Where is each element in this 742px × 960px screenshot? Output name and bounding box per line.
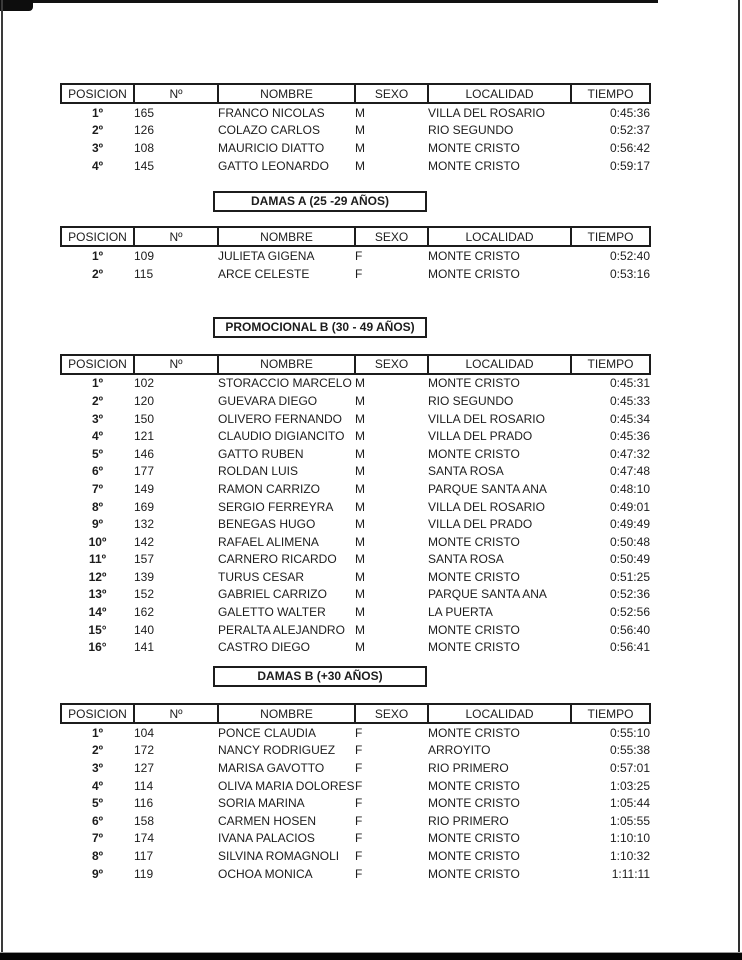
result-row	[61, 568, 650, 586]
sex-cell: M	[355, 411, 365, 426]
column-header-nombre: NOMBRE	[218, 704, 355, 723]
sex-cell: F	[355, 796, 363, 811]
locality-cell: VILLA DEL PRADO	[428, 517, 533, 532]
category-title-box	[213, 191, 427, 212]
time-cell: 0:57:01	[609, 761, 650, 776]
position-cell: 4º	[91, 158, 104, 173]
number-cell: 150	[134, 411, 155, 426]
number-cell: 102	[134, 376, 155, 391]
locality-cell: ARROYITO	[428, 743, 491, 758]
locality-cell: RIO SEGUNDO	[428, 393, 514, 408]
sex-cell: F	[355, 761, 363, 776]
result-row	[61, 103, 650, 122]
time-cell: 0:49:01	[609, 499, 650, 514]
result-row	[61, 742, 650, 760]
sex-cell: F	[355, 866, 363, 881]
result-row	[61, 723, 650, 742]
position-cell: 2º	[91, 393, 104, 408]
name-cell: FRANCO NICOLAS	[218, 105, 325, 120]
number-cell: 114	[134, 778, 154, 793]
category-title-box	[213, 317, 427, 338]
result-row	[61, 533, 650, 551]
column-header-posicion: POSICION	[61, 84, 134, 103]
number-cell: 162	[134, 605, 155, 620]
locality-cell: MONTE CRISTO	[428, 534, 520, 549]
position-cell: 3º	[91, 411, 104, 426]
position-cell: 9º	[91, 517, 104, 532]
name-cell: GABRIEL CARRIZO	[218, 587, 327, 602]
position-cell: 2º	[91, 266, 104, 281]
position-cell: 10º	[88, 534, 107, 549]
table-header-row	[61, 84, 650, 103]
results-table	[60, 226, 651, 282]
locality-cell: LA PUERTA	[428, 605, 493, 620]
time-cell: 1:03:25	[609, 778, 650, 793]
time-cell: 0:53:16	[609, 266, 650, 281]
result-row	[61, 812, 650, 830]
results-table	[60, 83, 651, 174]
category-title-box	[213, 666, 427, 687]
sex-cell: M	[355, 446, 365, 461]
result-row	[61, 551, 650, 569]
locality-cell: MONTE CRISTO	[428, 866, 520, 881]
column-header-nombre: NOMBRE	[218, 355, 355, 374]
locality-cell: MONTE CRISTO	[428, 831, 520, 846]
time-cell: 0:59:17	[609, 158, 650, 173]
locality-cell: MONTE CRISTO	[428, 376, 520, 391]
number-cell: 139	[134, 569, 155, 584]
scan-border-bottom-bar	[0, 953, 742, 960]
number-cell: 109	[134, 249, 155, 264]
result-row	[61, 621, 650, 639]
time-cell: 1:11:11	[611, 866, 650, 881]
number-cell: 121	[134, 429, 155, 444]
name-cell: RAMON CARRIZO	[218, 481, 320, 496]
position-cell: 1º	[91, 249, 104, 264]
result-row	[61, 157, 650, 175]
result-row	[61, 586, 650, 604]
time-cell: 0:51:25	[609, 569, 650, 584]
number-cell: 177	[134, 464, 155, 479]
locality-cell: PARQUE SANTA ANA	[428, 481, 547, 496]
time-cell: 0:55:10	[609, 725, 650, 740]
table-header-row	[61, 355, 650, 374]
time-cell: 0:47:48	[609, 464, 650, 479]
position-cell: 15°	[88, 622, 107, 637]
number-cell: 169	[134, 499, 155, 514]
column-header-tiempo: TIEMPO	[571, 84, 650, 103]
results-section	[60, 83, 651, 174]
position-cell: 7º	[91, 481, 104, 496]
result-row	[61, 777, 650, 795]
column-header-localidad: LOCALIDAD	[428, 227, 571, 246]
time-cell: 0:52:36	[609, 587, 650, 602]
name-cell: GATTO LEONARDO	[218, 158, 329, 173]
time-cell: 1:05:44	[609, 796, 650, 811]
column-header-sexo: SEXO	[355, 355, 428, 374]
result-row	[61, 498, 650, 516]
result-row	[61, 830, 650, 848]
name-cell: MARISA GAVOTTO	[218, 761, 325, 776]
number-cell: 108	[134, 140, 155, 155]
name-cell: CARMEN HOSEN	[218, 813, 317, 828]
sex-cell: M	[355, 534, 365, 549]
position-cell: 8º	[91, 849, 104, 864]
name-cell: PERALTA ALEJANDRO	[218, 622, 345, 637]
sex-cell: F	[355, 813, 363, 828]
number-cell: 157	[134, 552, 155, 567]
locality-cell: MONTE CRISTO	[428, 725, 520, 740]
name-cell: PONCE CLAUDIA	[218, 725, 317, 740]
time-cell: 0:56:41	[609, 640, 650, 655]
time-cell: 0:52:37	[609, 123, 650, 138]
number-cell: 117	[134, 849, 154, 864]
name-cell: CARNERO RICARDO	[218, 552, 337, 567]
locality-cell: SANTA ROSA	[428, 464, 504, 479]
position-cell: 2º	[91, 743, 104, 758]
results-table	[60, 703, 651, 882]
locality-cell: MONTE CRISTO	[428, 796, 520, 811]
time-cell: 1:10:10	[609, 831, 650, 846]
position-cell: 5º	[91, 796, 104, 811]
locality-cell: VILLA DEL ROSARIO	[428, 105, 545, 120]
position-cell: 14º	[88, 605, 107, 620]
result-row	[61, 759, 650, 777]
locality-cell: MONTE CRISTO	[428, 446, 520, 461]
name-cell: OLIVA MARIA DOLORES	[218, 778, 355, 793]
table-header-row	[61, 227, 650, 246]
number-cell: 104	[134, 725, 155, 740]
name-cell: GALETTO WALTER	[218, 605, 326, 620]
name-cell: RAFAEL ALIMENA	[218, 534, 319, 549]
number-cell: 152	[134, 587, 155, 602]
column-header-numero: Nº	[134, 84, 218, 103]
sex-cell: F	[355, 849, 363, 864]
result-row	[61, 139, 650, 157]
time-cell: 0:45:36	[609, 429, 650, 444]
time-cell: 0:49:49	[609, 517, 650, 532]
sex-cell: F	[355, 778, 363, 793]
position-cell: 16°	[88, 640, 107, 655]
number-cell: 116	[134, 796, 154, 811]
results-section	[60, 666, 651, 882]
column-header-tiempo: TIEMPO	[571, 355, 650, 374]
sex-cell: M	[355, 640, 365, 655]
results-table	[60, 354, 651, 657]
number-cell: 126	[134, 123, 155, 138]
result-row	[61, 603, 650, 621]
position-cell: 6º	[91, 464, 104, 479]
sex-cell: M	[355, 552, 365, 567]
scan-border-right	[738, 0, 740, 960]
result-row	[61, 392, 650, 410]
name-cell: JULIETA GIGENA	[218, 249, 315, 264]
name-cell: SORIA MARINA	[218, 796, 305, 811]
locality-cell: VILLA DEL PRADO	[428, 429, 533, 444]
sex-cell: M	[355, 605, 365, 620]
number-cell: 119	[134, 866, 154, 881]
position-cell: 13º	[88, 587, 107, 602]
number-cell: 127	[134, 761, 155, 776]
column-header-posicion: POSICION	[61, 227, 134, 246]
column-header-nombre: NOMBRE	[218, 227, 355, 246]
result-row	[61, 480, 650, 498]
column-header-localidad: LOCALIDAD	[428, 84, 571, 103]
locality-cell: RIO PRIMERO	[428, 761, 509, 776]
sex-cell: M	[355, 123, 365, 138]
time-cell: 0:45:34	[609, 411, 650, 426]
position-cell: 6º	[91, 813, 104, 828]
locality-cell: MONTE CRISTO	[428, 266, 520, 281]
time-cell: 0:50:48	[609, 534, 650, 549]
position-cell: 7º	[91, 831, 104, 846]
locality-cell: VILLA DEL ROSARIO	[428, 411, 545, 426]
position-cell: 1º	[91, 376, 104, 391]
number-cell: 174	[134, 831, 155, 846]
result-row	[61, 265, 650, 283]
position-cell: 8º	[91, 499, 104, 514]
result-row	[61, 794, 650, 812]
sex-cell: M	[355, 464, 365, 479]
sex-cell: M	[355, 481, 365, 496]
number-cell: 172	[134, 743, 155, 758]
column-header-localidad: LOCALIDAD	[428, 355, 571, 374]
sex-cell: M	[355, 517, 365, 532]
name-cell: CLAUDIO DIGIANCITO	[218, 429, 345, 444]
locality-cell: MONTE CRISTO	[428, 778, 520, 793]
position-cell: 3º	[91, 140, 104, 155]
position-cell: 1º	[91, 105, 104, 120]
position-cell: 3º	[91, 761, 104, 776]
column-header-sexo: SEXO	[355, 704, 428, 723]
sex-cell: M	[355, 376, 365, 391]
name-cell: OLIVERO FERNANDO	[218, 411, 343, 426]
locality-cell: PARQUE SANTA ANA	[428, 587, 547, 602]
column-header-numero: Nº	[134, 704, 218, 723]
name-cell: BENEGAS HUGO	[218, 517, 316, 532]
locality-cell: MONTE CRISTO	[428, 158, 520, 173]
sex-cell: M	[355, 393, 365, 408]
time-cell: 1:10:32	[609, 849, 650, 864]
position-cell: 1º	[91, 725, 104, 740]
name-cell: NANCY RODRIGUEZ	[218, 743, 336, 758]
sex-cell: F	[355, 266, 363, 281]
locality-cell: MONTE CRISTO	[428, 622, 520, 637]
table-header-row	[61, 704, 650, 723]
category-title: DAMAS B (+30 AÑOS)	[257, 669, 383, 684]
number-cell: 158	[134, 813, 155, 828]
number-cell: 146	[134, 446, 155, 461]
sex-cell: M	[355, 499, 365, 514]
position-cell: 4º	[91, 429, 104, 444]
number-cell: 120	[134, 393, 155, 408]
name-cell: GUEVARA DIEGO	[218, 393, 318, 408]
locality-cell: MONTE CRISTO	[428, 640, 520, 655]
number-cell: 132	[134, 517, 155, 532]
number-cell: 165	[134, 105, 155, 120]
result-row	[61, 515, 650, 533]
number-cell: 145	[134, 158, 155, 173]
result-row	[61, 445, 650, 463]
name-cell: SILVINA ROMAGNOLI	[218, 849, 340, 864]
sex-cell: F	[355, 249, 363, 264]
category-title: DAMAS A (25 -29 AÑOS)	[250, 194, 390, 209]
position-cell: 9º	[91, 866, 104, 881]
time-cell: 0:48:10	[609, 481, 650, 496]
name-cell: TURUS CESAR	[218, 569, 305, 584]
result-row	[61, 246, 650, 265]
time-cell: 0:52:56	[609, 605, 650, 620]
column-header-posicion: POSICION	[61, 355, 134, 374]
result-row	[61, 122, 650, 140]
position-cell: 5º	[91, 446, 104, 461]
sex-cell: F	[355, 831, 363, 846]
locality-cell: VILLA DEL ROSARIO	[428, 499, 545, 514]
name-cell: MAURICIO DIATTO	[218, 140, 325, 155]
sex-cell: M	[355, 622, 365, 637]
name-cell: STORACCIO MARCELO	[218, 376, 352, 391]
time-cell: 1:05:55	[609, 813, 650, 828]
column-header-tiempo: TIEMPO	[571, 227, 650, 246]
locality-cell: MONTE CRISTO	[428, 140, 520, 155]
position-cell: 11º	[88, 552, 107, 567]
sex-cell: F	[355, 725, 363, 740]
number-cell: 140	[134, 622, 155, 637]
time-cell: 0:47:32	[609, 446, 650, 461]
name-cell: SERGIO FERREYRA	[218, 499, 334, 514]
time-cell: 0:50:49	[609, 552, 650, 567]
result-row	[61, 638, 650, 656]
locality-cell: MONTE CRISTO	[428, 249, 520, 264]
column-header-localidad: LOCALIDAD	[428, 704, 571, 723]
position-cell: 2º	[91, 123, 104, 138]
sex-cell: F	[355, 743, 363, 758]
column-header-posicion: POSICION	[61, 704, 134, 723]
number-cell: 149	[134, 481, 155, 496]
time-cell: 0:56:40	[609, 622, 650, 637]
column-header-numero: Nº	[134, 227, 218, 246]
result-row	[61, 865, 650, 883]
column-header-tiempo: TIEMPO	[571, 704, 650, 723]
time-cell: 0:55:38	[609, 743, 650, 758]
result-row	[61, 847, 650, 865]
locality-cell: RIO PRIMERO	[428, 813, 509, 828]
locality-cell: SANTA ROSA	[428, 552, 504, 567]
results-section	[60, 317, 651, 657]
time-cell: 0:45:31	[609, 376, 650, 391]
number-cell: 141	[134, 640, 155, 655]
sex-cell: M	[355, 429, 365, 444]
name-cell: ROLDAN LUIS	[218, 464, 299, 479]
result-row	[61, 410, 650, 428]
position-cell: 12º	[88, 569, 107, 584]
name-cell: OCHOA MONICA	[218, 866, 313, 881]
result-row	[61, 427, 650, 445]
result-row	[61, 463, 650, 481]
time-cell: 0:56:42	[609, 140, 650, 155]
name-cell: CASTRO DIEGO	[218, 640, 311, 655]
result-row	[61, 374, 650, 393]
sex-cell: M	[355, 140, 365, 155]
position-cell: 4º	[91, 778, 104, 793]
name-cell: COLAZO CARLOS	[218, 123, 321, 138]
time-cell: 0:52:40	[609, 249, 650, 264]
category-title: PROMOCIONAL B (30 - 49 AÑOS)	[225, 319, 415, 334]
sex-cell: M	[355, 587, 365, 602]
time-cell: 0:45:33	[609, 393, 650, 408]
sex-cell: M	[355, 158, 365, 173]
column-header-numero: Nº	[134, 355, 218, 374]
sex-cell: M	[355, 569, 365, 584]
number-cell: 115	[134, 266, 154, 281]
name-cell: IVANA PALACIOS	[218, 831, 315, 846]
locality-cell: MONTE CRISTO	[428, 849, 520, 864]
number-cell: 142	[134, 534, 155, 549]
sex-cell: M	[355, 105, 365, 120]
locality-cell: MONTE CRISTO	[428, 569, 520, 584]
results-section	[60, 191, 651, 282]
time-cell: 0:45:36	[609, 105, 650, 120]
name-cell: GATTO RUBEN	[218, 446, 304, 461]
column-header-nombre: NOMBRE	[218, 84, 355, 103]
name-cell: ARCE CELESTE	[218, 266, 310, 281]
column-header-sexo: SEXO	[355, 227, 428, 246]
locality-cell: RIO SEGUNDO	[428, 123, 514, 138]
column-header-sexo: SEXO	[355, 84, 428, 103]
